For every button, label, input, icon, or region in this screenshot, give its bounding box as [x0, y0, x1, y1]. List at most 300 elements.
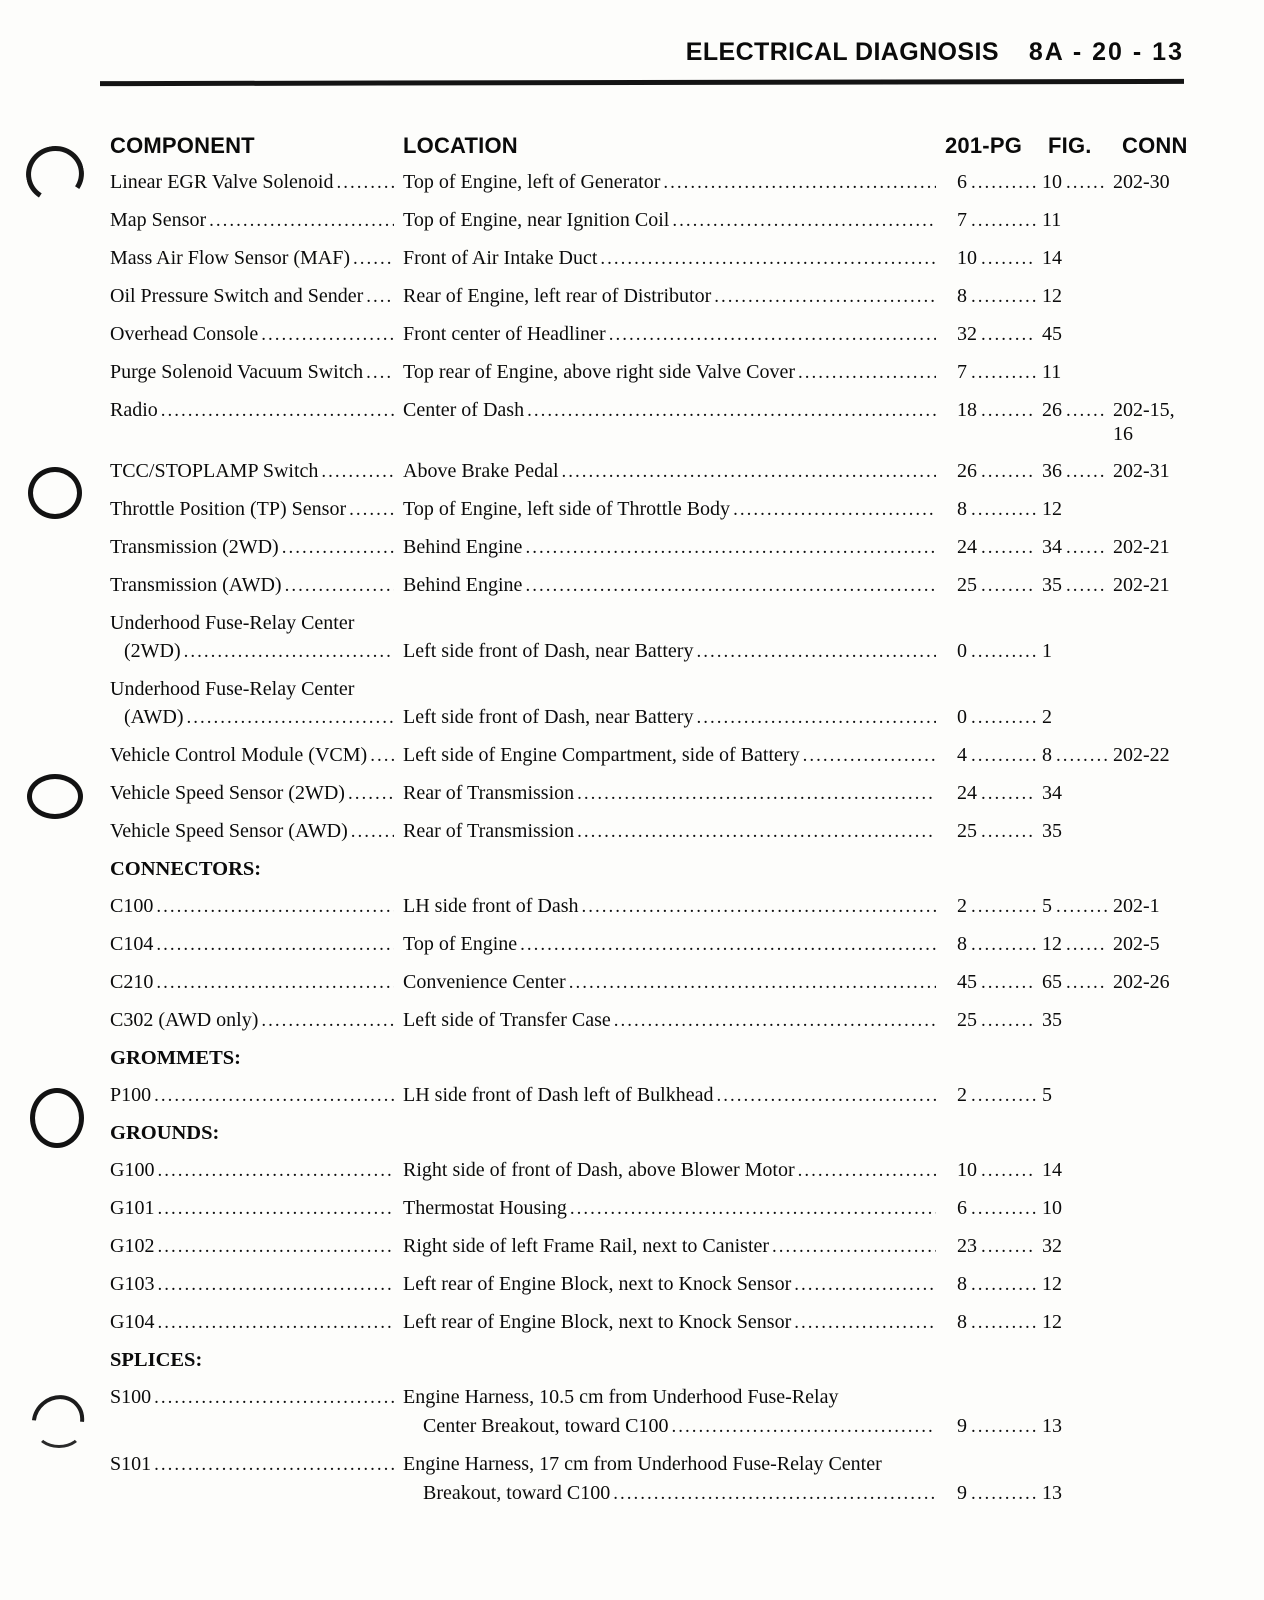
table-row [110, 611, 1190, 664]
fig-cell-text: 11 [1042, 209, 1062, 231]
dot-leader [716, 1083, 936, 1108]
table-row [110, 1272, 1190, 1297]
location-cell-text: Left rear of Engine Block, next to Knock Sensor [403, 1273, 792, 1295]
component-cell [110, 246, 403, 271]
fig-cell [1042, 322, 1113, 346]
row-line [110, 573, 1190, 598]
component-cell-text: Transmission (AWD) [110, 574, 282, 596]
dot-leader [696, 639, 936, 664]
column-header-fig: FIG. [1048, 133, 1092, 158]
dot-leader [971, 1196, 1036, 1221]
component-cell [110, 639, 403, 664]
location-cell [403, 497, 945, 522]
location-cell-text: Rear of Transmission [403, 820, 575, 842]
fig-cell-text: 10 [1042, 171, 1062, 193]
row-line [110, 284, 1190, 309]
location-cell-text: Top of Engine [403, 933, 518, 955]
punch-hole [28, 467, 82, 519]
fig-cell-text: 32 [1042, 1235, 1062, 1257]
fig-cell-text: 12 [1042, 285, 1062, 307]
dot-leader [1066, 535, 1107, 560]
location-cell-text: Right side of front of Dash, above Blower Motor [403, 1159, 795, 1181]
conn-cell [1113, 970, 1190, 994]
location-cell-text: Top of Engine, left side of Throttle Body [403, 498, 731, 520]
section-heading: GROMMETS: [110, 1047, 241, 1069]
row-line [110, 208, 1190, 233]
dot-leader [184, 639, 394, 664]
pg-cell [945, 1083, 1042, 1108]
location-cell [403, 894, 945, 919]
row-line [110, 459, 1190, 484]
location-cell-text: Convenience Center [403, 971, 566, 993]
component-cell-text: Transmission (2WD) [110, 536, 279, 558]
pg-cell-text: 18 [957, 399, 977, 421]
table-row [110, 1008, 1190, 1033]
dot-leader [1066, 932, 1107, 957]
fig-cell [1042, 1481, 1113, 1505]
conn-cell [1113, 573, 1190, 597]
pg-cell-text: 7 [957, 361, 967, 383]
pg-cell-text: 24 [957, 782, 977, 804]
fig-cell [1042, 208, 1113, 232]
pg-cell-text: 2 [957, 895, 967, 917]
dot-leader [971, 360, 1036, 385]
dot-leader [209, 208, 394, 233]
location-cell-text: Top rear of Engine, above right side Valve Cover [403, 361, 796, 383]
conn-value: 202-22 [1113, 744, 1170, 766]
conn-cell [1113, 535, 1190, 559]
fig-cell [1042, 781, 1113, 805]
conn-value: 202-1 [1113, 895, 1160, 917]
dot-leader [156, 932, 394, 957]
dot-leader [157, 1272, 394, 1297]
conn-value: 202-21 [1113, 536, 1170, 558]
pg-cell-text: 10 [957, 1159, 977, 1181]
location-cell-text: Left side front of Dash, near Battery [403, 706, 694, 728]
pg-cell [945, 1481, 1042, 1506]
component-cell-text: G103 [110, 1273, 155, 1295]
location-cell-text: Breakout, toward C100 [423, 1482, 611, 1504]
pg-cell [945, 535, 1042, 560]
pg-cell-text: 8 [957, 498, 967, 520]
dot-leader [186, 705, 394, 730]
dot-leader [321, 459, 394, 484]
location-cell [403, 781, 945, 806]
dot-leader [1066, 170, 1107, 195]
fig-cell [1042, 705, 1113, 729]
location-cell [403, 743, 945, 768]
component-cell [110, 1008, 403, 1033]
pg-cell [945, 819, 1042, 844]
dot-leader [714, 284, 936, 309]
fig-cell [1042, 459, 1113, 484]
location-cell [403, 1310, 945, 1335]
location-cell [403, 705, 945, 730]
dot-leader [569, 970, 936, 995]
row-line [110, 398, 1190, 446]
row-line [110, 1481, 1190, 1506]
component-cell [110, 970, 403, 995]
conn-value: 202-21 [1113, 574, 1170, 596]
component-cell [110, 1310, 403, 1335]
section-heading: SPLICES: [110, 1349, 203, 1371]
pg-cell-text: 26 [957, 460, 977, 482]
pg-cell [945, 360, 1042, 385]
pg-cell-text: 8 [957, 933, 967, 955]
component-cell [110, 322, 403, 347]
location-cell-text: Behind Engine [403, 536, 523, 558]
dot-leader [261, 322, 394, 347]
pg-cell [945, 932, 1042, 957]
row-line [110, 1414, 1190, 1439]
location-cell-text: Rear of Engine, left rear of Distributor [403, 285, 712, 307]
dot-leader [971, 170, 1036, 195]
component-cell-text: (2WD) [124, 640, 181, 662]
location-cell [403, 1234, 945, 1259]
conn-cell [1113, 894, 1190, 918]
component-cell-text: Underhood Fuse-Relay Center [110, 612, 355, 634]
component-cell-text: G100 [110, 1159, 155, 1181]
pg-cell [945, 208, 1042, 233]
component-cell-text: Vehicle Speed Sensor (2WD) [110, 782, 345, 804]
pg-cell [945, 573, 1042, 598]
location-cell [403, 459, 945, 484]
table-row [110, 170, 1190, 195]
row-line [110, 1008, 1190, 1033]
dot-leader [154, 1385, 394, 1410]
location-cell-text: Rear of Transmission [403, 782, 575, 804]
fig-cell-text: 35 [1042, 574, 1062, 596]
component-cell-text: C210 [110, 971, 154, 993]
fig-cell [1042, 1272, 1113, 1296]
component-cell-text: C100 [110, 895, 154, 917]
fig-cell-text: 35 [1042, 1009, 1062, 1031]
fig-cell-text: 1 [1042, 640, 1052, 662]
fig-cell-text: 13 [1042, 1415, 1062, 1437]
dot-leader [351, 819, 394, 844]
row-line [110, 360, 1190, 385]
dot-leader [981, 246, 1036, 271]
location-cell [403, 1481, 945, 1506]
fig-cell [1042, 398, 1113, 423]
fig-cell [1042, 1234, 1113, 1258]
row-line [110, 246, 1190, 271]
component-cell [110, 705, 403, 730]
dot-leader [527, 398, 936, 423]
component-cell-text: G104 [110, 1311, 155, 1333]
dot-leader [733, 497, 936, 522]
conn-value: 202-26 [1113, 971, 1170, 993]
pg-cell [945, 170, 1042, 195]
component-cell-text: Vehicle Speed Sensor (AWD) [110, 820, 348, 842]
dot-leader [157, 1234, 394, 1259]
location-cell-text: Front center of Headliner [403, 323, 606, 345]
location-cell-text: Left side of Transfer Case [403, 1009, 611, 1031]
conn-value: 202-5 [1113, 933, 1160, 955]
component-cell [110, 1196, 403, 1221]
location-cell-text: Left rear of Engine Block, next to Knock Sensor [403, 1311, 792, 1333]
location-cell [403, 246, 945, 271]
punch-hole [27, 774, 83, 819]
table-row [110, 894, 1190, 919]
row-line [110, 1196, 1190, 1221]
conn-value: 202-15, [1113, 399, 1175, 421]
row-line [110, 639, 1190, 664]
dot-leader [157, 1310, 394, 1335]
row-line [110, 1452, 1190, 1477]
table-row [110, 1385, 1190, 1439]
dot-leader [525, 573, 936, 598]
location-cell-text: Center of Dash [403, 399, 525, 421]
location-cell [403, 1452, 945, 1476]
fig-cell [1042, 1008, 1113, 1032]
dot-leader [613, 1481, 936, 1506]
dot-leader [261, 1008, 394, 1033]
location-cell-text: LH side front of Dash left of Bulkhead [403, 1084, 714, 1106]
fig-cell-text: 10 [1042, 1197, 1062, 1219]
location-cell-text: Thermostat Housing [403, 1197, 567, 1219]
component-cell [110, 1234, 403, 1259]
location-cell-text: LH side front of Dash [403, 895, 579, 917]
component-cell [110, 819, 403, 844]
dot-leader [353, 246, 394, 271]
location-cell-text: Engine Harness, 10.5 cm from Underhood Fuse-Relay [403, 1386, 839, 1408]
dot-leader [981, 970, 1036, 995]
component-cell-text: S101 [110, 1453, 152, 1475]
pg-cell-text: 8 [957, 285, 967, 307]
table-row [110, 1196, 1190, 1221]
header-rule [100, 79, 1184, 86]
component-cell [110, 208, 403, 233]
pg-cell-text: 24 [957, 536, 977, 558]
conn-cell [1113, 743, 1190, 767]
component-cell-text: Overhead Console [110, 323, 259, 345]
component-cell-text: S100 [110, 1386, 152, 1408]
dot-leader [981, 1008, 1036, 1033]
pg-cell-text: 8 [957, 1311, 967, 1333]
row-line [110, 705, 1190, 730]
dot-leader [1056, 743, 1107, 768]
component-cell-text: TCC/STOPLAMP Switch [110, 460, 319, 482]
fig-cell [1042, 1414, 1113, 1438]
component-cell-text: Purge Solenoid Vacuum Switch [110, 361, 364, 383]
dot-leader [981, 1158, 1036, 1183]
pg-cell [945, 1234, 1042, 1259]
table-row [110, 970, 1190, 995]
component-cell-text: Radio [110, 399, 158, 421]
component-cell [110, 1452, 403, 1477]
location-cell [403, 322, 945, 347]
pg-cell-text: 9 [957, 1415, 967, 1437]
pg-cell-text: 25 [957, 1009, 977, 1031]
dot-leader [971, 497, 1036, 522]
fig-cell-text: 12 [1042, 1273, 1062, 1295]
location-cell [403, 1008, 945, 1033]
dot-leader [1066, 573, 1107, 598]
table-row [110, 677, 1190, 730]
location-cell-text: Front of Air Intake Duct [403, 247, 598, 269]
pg-cell [945, 459, 1042, 484]
table-body [110, 170, 1190, 1519]
pg-cell [945, 1008, 1042, 1033]
fig-cell-text: 34 [1042, 536, 1062, 558]
dot-leader [794, 1272, 936, 1297]
location-cell [403, 208, 945, 233]
dot-leader [971, 1083, 1036, 1108]
location-cell-text: Top of Engine, left of Generator [403, 171, 661, 193]
dot-leader [370, 743, 394, 768]
row-line [110, 170, 1190, 195]
fig-cell-text: 36 [1042, 460, 1062, 482]
table-row [110, 573, 1190, 598]
row-line [110, 781, 1190, 806]
fig-cell-text: 8 [1042, 744, 1052, 766]
location-cell [403, 1196, 945, 1221]
location-cell [403, 1158, 945, 1183]
dot-leader [971, 1310, 1036, 1335]
component-cell-text: P100 [110, 1084, 152, 1106]
fig-cell [1042, 1310, 1113, 1334]
fig-cell [1042, 360, 1113, 384]
table-row [110, 1158, 1190, 1183]
dot-leader [971, 284, 1036, 309]
fig-cell [1042, 894, 1113, 919]
table-row [110, 743, 1190, 768]
table-row [110, 398, 1190, 446]
pg-cell [945, 1414, 1042, 1439]
table-row [110, 459, 1190, 484]
fig-cell-text: 12 [1042, 1311, 1062, 1333]
pg-cell [945, 894, 1042, 919]
pg-cell [945, 497, 1042, 522]
location-cell-text: Above Brake Pedal [403, 460, 559, 482]
dot-leader [971, 639, 1036, 664]
table-row [110, 932, 1190, 957]
component-cell-text: Linear EGR Valve Solenoid [110, 171, 334, 193]
location-cell [403, 170, 945, 195]
dot-leader [156, 894, 394, 919]
pg-cell-text: 9 [957, 1482, 967, 1504]
location-cell [403, 1414, 945, 1439]
dot-leader [609, 322, 936, 347]
column-header-component: COMPONENT [110, 133, 255, 158]
dot-leader [971, 208, 1036, 233]
pg-cell [945, 743, 1042, 768]
pg-cell [945, 970, 1042, 995]
pg-cell [945, 781, 1042, 806]
dot-leader [971, 894, 1036, 919]
row-line [110, 497, 1190, 522]
pg-cell-text: 10 [957, 247, 977, 269]
dot-leader [971, 1481, 1036, 1506]
page-header [686, 38, 1184, 67]
fig-cell-text: 2 [1042, 706, 1052, 728]
location-cell [403, 360, 945, 385]
pg-cell [945, 398, 1042, 423]
location-cell [403, 398, 945, 423]
table-row [110, 1083, 1190, 1108]
dot-leader [161, 398, 394, 423]
conn-cell [1113, 932, 1190, 956]
component-cell [110, 1385, 403, 1410]
dot-leader [672, 208, 936, 233]
dot-leader [336, 170, 394, 195]
dot-leader [981, 535, 1036, 560]
fig-cell [1042, 1196, 1113, 1220]
fig-cell [1042, 246, 1113, 270]
pg-cell [945, 322, 1042, 347]
component-cell-text: Throttle Position (TP) Sensor [110, 498, 347, 520]
conn-value: 202-30 [1113, 171, 1170, 193]
row-line [110, 819, 1190, 844]
dot-leader [154, 1452, 394, 1477]
dot-leader [971, 705, 1036, 730]
component-cell-text: Oil Pressure Switch and Sender [110, 285, 364, 307]
component-cell-text: G101 [110, 1197, 155, 1219]
conn-value: 202-31 [1113, 460, 1170, 482]
fig-cell-text: 65 [1042, 971, 1062, 993]
dot-leader [803, 743, 936, 768]
row-line [110, 535, 1190, 560]
pg-cell-text: 45 [957, 971, 977, 993]
dot-leader [794, 1310, 936, 1335]
dot-leader [285, 573, 394, 598]
dot-leader [696, 705, 936, 730]
dot-leader [981, 322, 1036, 347]
pg-cell-text: 6 [957, 1197, 967, 1219]
fig-cell [1042, 639, 1113, 663]
punch-hole [21, 141, 89, 208]
fig-cell [1042, 497, 1113, 521]
fig-cell-text: 14 [1042, 1159, 1062, 1181]
table-row [110, 284, 1190, 309]
dot-leader [577, 819, 936, 844]
dot-leader [981, 573, 1036, 598]
row-line [110, 1234, 1190, 1259]
fig-cell [1042, 284, 1113, 308]
component-cell-text: C302 (AWD only) [110, 1009, 259, 1031]
row-line [110, 932, 1190, 957]
punch-hole [30, 1088, 84, 1148]
row-line [110, 322, 1190, 347]
component-cell [110, 573, 403, 598]
pg-cell-text: 7 [957, 209, 967, 231]
component-cell-text: C104 [110, 933, 154, 955]
component-cell-text: Mass Air Flow Sensor (MAF) [110, 247, 351, 269]
table-row [110, 208, 1190, 233]
pg-cell-text: 0 [957, 640, 967, 662]
location-cell-text: Left side front of Dash, near Battery [403, 640, 694, 662]
dot-leader [520, 932, 936, 957]
component-cell [110, 1272, 403, 1297]
location-cell [403, 573, 945, 598]
pg-cell [945, 1158, 1042, 1183]
pg-cell-text: 4 [957, 744, 967, 766]
dot-leader [157, 1196, 394, 1221]
row-line [110, 1310, 1190, 1335]
location-cell [403, 819, 945, 844]
column-header-pg: 201-PG [945, 133, 1023, 158]
column-header-location: LOCATION [403, 133, 518, 158]
table-row [110, 1234, 1190, 1259]
conn-cell [1113, 170, 1190, 194]
component-cell [110, 611, 403, 635]
pg-cell [945, 1196, 1042, 1221]
fig-cell-text: 12 [1042, 498, 1062, 520]
component-cell [110, 170, 403, 195]
component-cell-text: Underhood Fuse-Relay Center [110, 678, 355, 700]
dot-leader [798, 1158, 936, 1183]
